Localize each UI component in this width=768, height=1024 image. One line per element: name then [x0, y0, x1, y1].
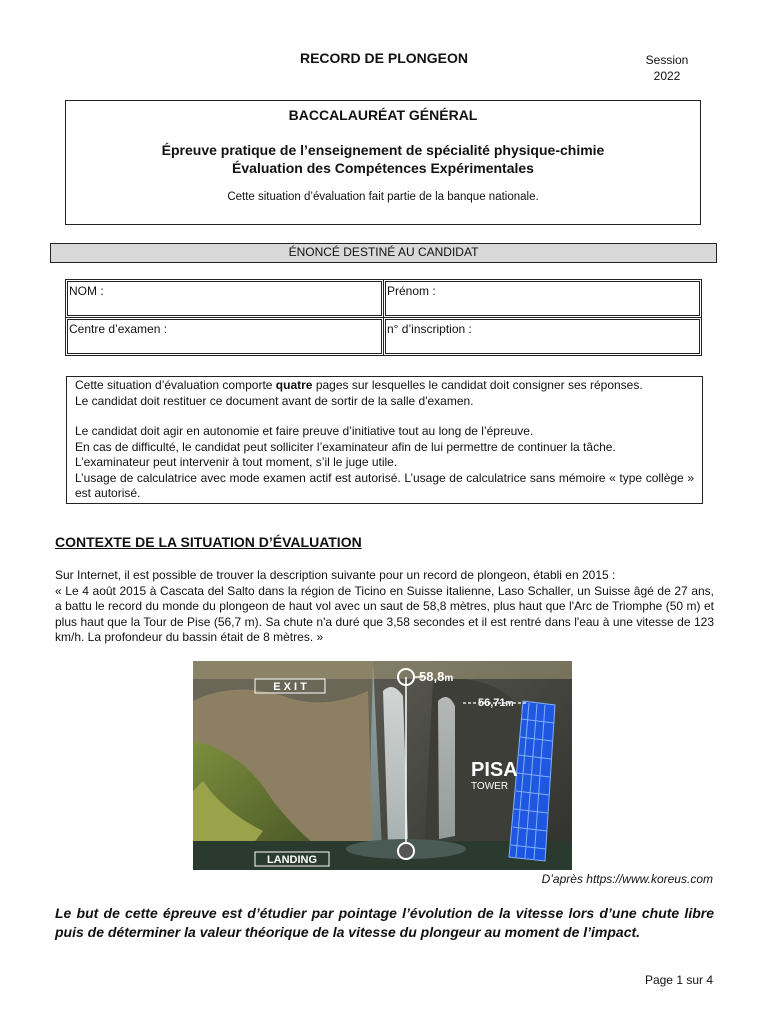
enonce-banner: ÉNONCÉ DESTINÉ AU CANDIDAT [50, 243, 717, 263]
prenom-field[interactable]: Prénom : [384, 280, 702, 318]
exam-header-box [65, 100, 701, 225]
exam-subtitle-line2: Évaluation des Compétences Expérimentales [232, 160, 534, 176]
height-main-value: 58,8 [419, 669, 445, 684]
instruction-line: Le candidat doit agir en autonomie et faire preuve d’initiative tout au long de l’épreuve. [75, 424, 534, 438]
instruction-line: Cette situation d’évaluation comporte quatre pages sur lesquelles le candidat doit consigner ses réponses. [75, 378, 643, 392]
exit-label: E X I T [273, 681, 307, 693]
context-title: CONTEXTE DE LA SITUATION D’ÉVALUATION [55, 534, 362, 550]
context-text [55, 568, 714, 646]
dive-record-photo [193, 661, 572, 870]
nom-field[interactable]: NOM : [66, 280, 384, 318]
session-year: 2022 [653, 69, 681, 83]
tower-sub: TOWER [471, 781, 509, 792]
context-intro: Sur Internet, il est possible de trouver la description suivante pour un record de plongeon, établi en 2015 : [55, 568, 616, 582]
centre-field[interactable]: Centre d’examen : [66, 318, 384, 356]
instruction-line: En cas de difficulté, le candidat peut solliciter l’examinateur afin de lui permettre de continuer la tâche. [75, 439, 616, 454]
height-main-unit: m [444, 673, 454, 684]
candidate-id-table [65, 279, 702, 356]
svg-text:56,71m [478, 697, 514, 709]
exam-subtitle [66, 141, 700, 177]
instructions-box [66, 376, 703, 504]
figure-caption: D’après https://www.koreus.com [541, 872, 713, 886]
exam-subtitle-line1: Épreuve pratique de l’enseignement de spécialité physique-chimie [161, 142, 605, 158]
tower-name: PISA [471, 759, 518, 781]
goal-statement: Le but de cette épreuve est d’étudier par pointage l’évolution de la vitesse lors d’une chute libre puis de déterminer la valeur théorique de la vitesse du plongeur au moment de l’impact. [55, 905, 714, 940]
instruction-line: L’examinateur peut intervenir à tout moment, s’il le juge utile. [75, 455, 398, 469]
instruction-line: L’usage de calculatrice avec mode examen actif est autorisé. L’usage de calculatrice sans mémoire « type collège » est autorisé. [75, 470, 694, 500]
session-label: Session [645, 53, 689, 67]
instruction-line: Le candidat doit restituer ce document avant de sortir de la salle d'examen. [75, 393, 474, 408]
exam-title: BACCALAURÉAT GÉNÉRAL [288, 107, 478, 123]
page-title: RECORD DE PLONGEON [299, 50, 468, 66]
height-tower-unit: m [505, 698, 514, 708]
exam-note: Cette situation d’évaluation fait partie de la banque nationale. [227, 191, 539, 203]
inscription-field[interactable]: n° d’inscription : [384, 318, 702, 356]
height-tower-value: 56,71 [478, 697, 506, 709]
page-number: Page 1 sur 4 [644, 973, 713, 987]
landing-label: LANDING [266, 854, 318, 866]
session-info [638, 52, 696, 84]
context-quote: « Le 4 août 2015 à Cascata del Salto dans la région de Ticino en Suisse italienne, Laso Schaller, un Suisse âgé de 27 ans, a battu le record du monde du plongeon de haut vol avec un saut de 58,8 mètres, plus haut que l'Arc de Triomphe (50 m) et plus haut que la Tour de Pise (56,7 m). Sa chute n'a duré que 3,58 secondes et il est rentré dans l'eau à une vitesse de 123 km/h. La profondeur du bassin était de 8 mètres. » [55, 583, 714, 644]
